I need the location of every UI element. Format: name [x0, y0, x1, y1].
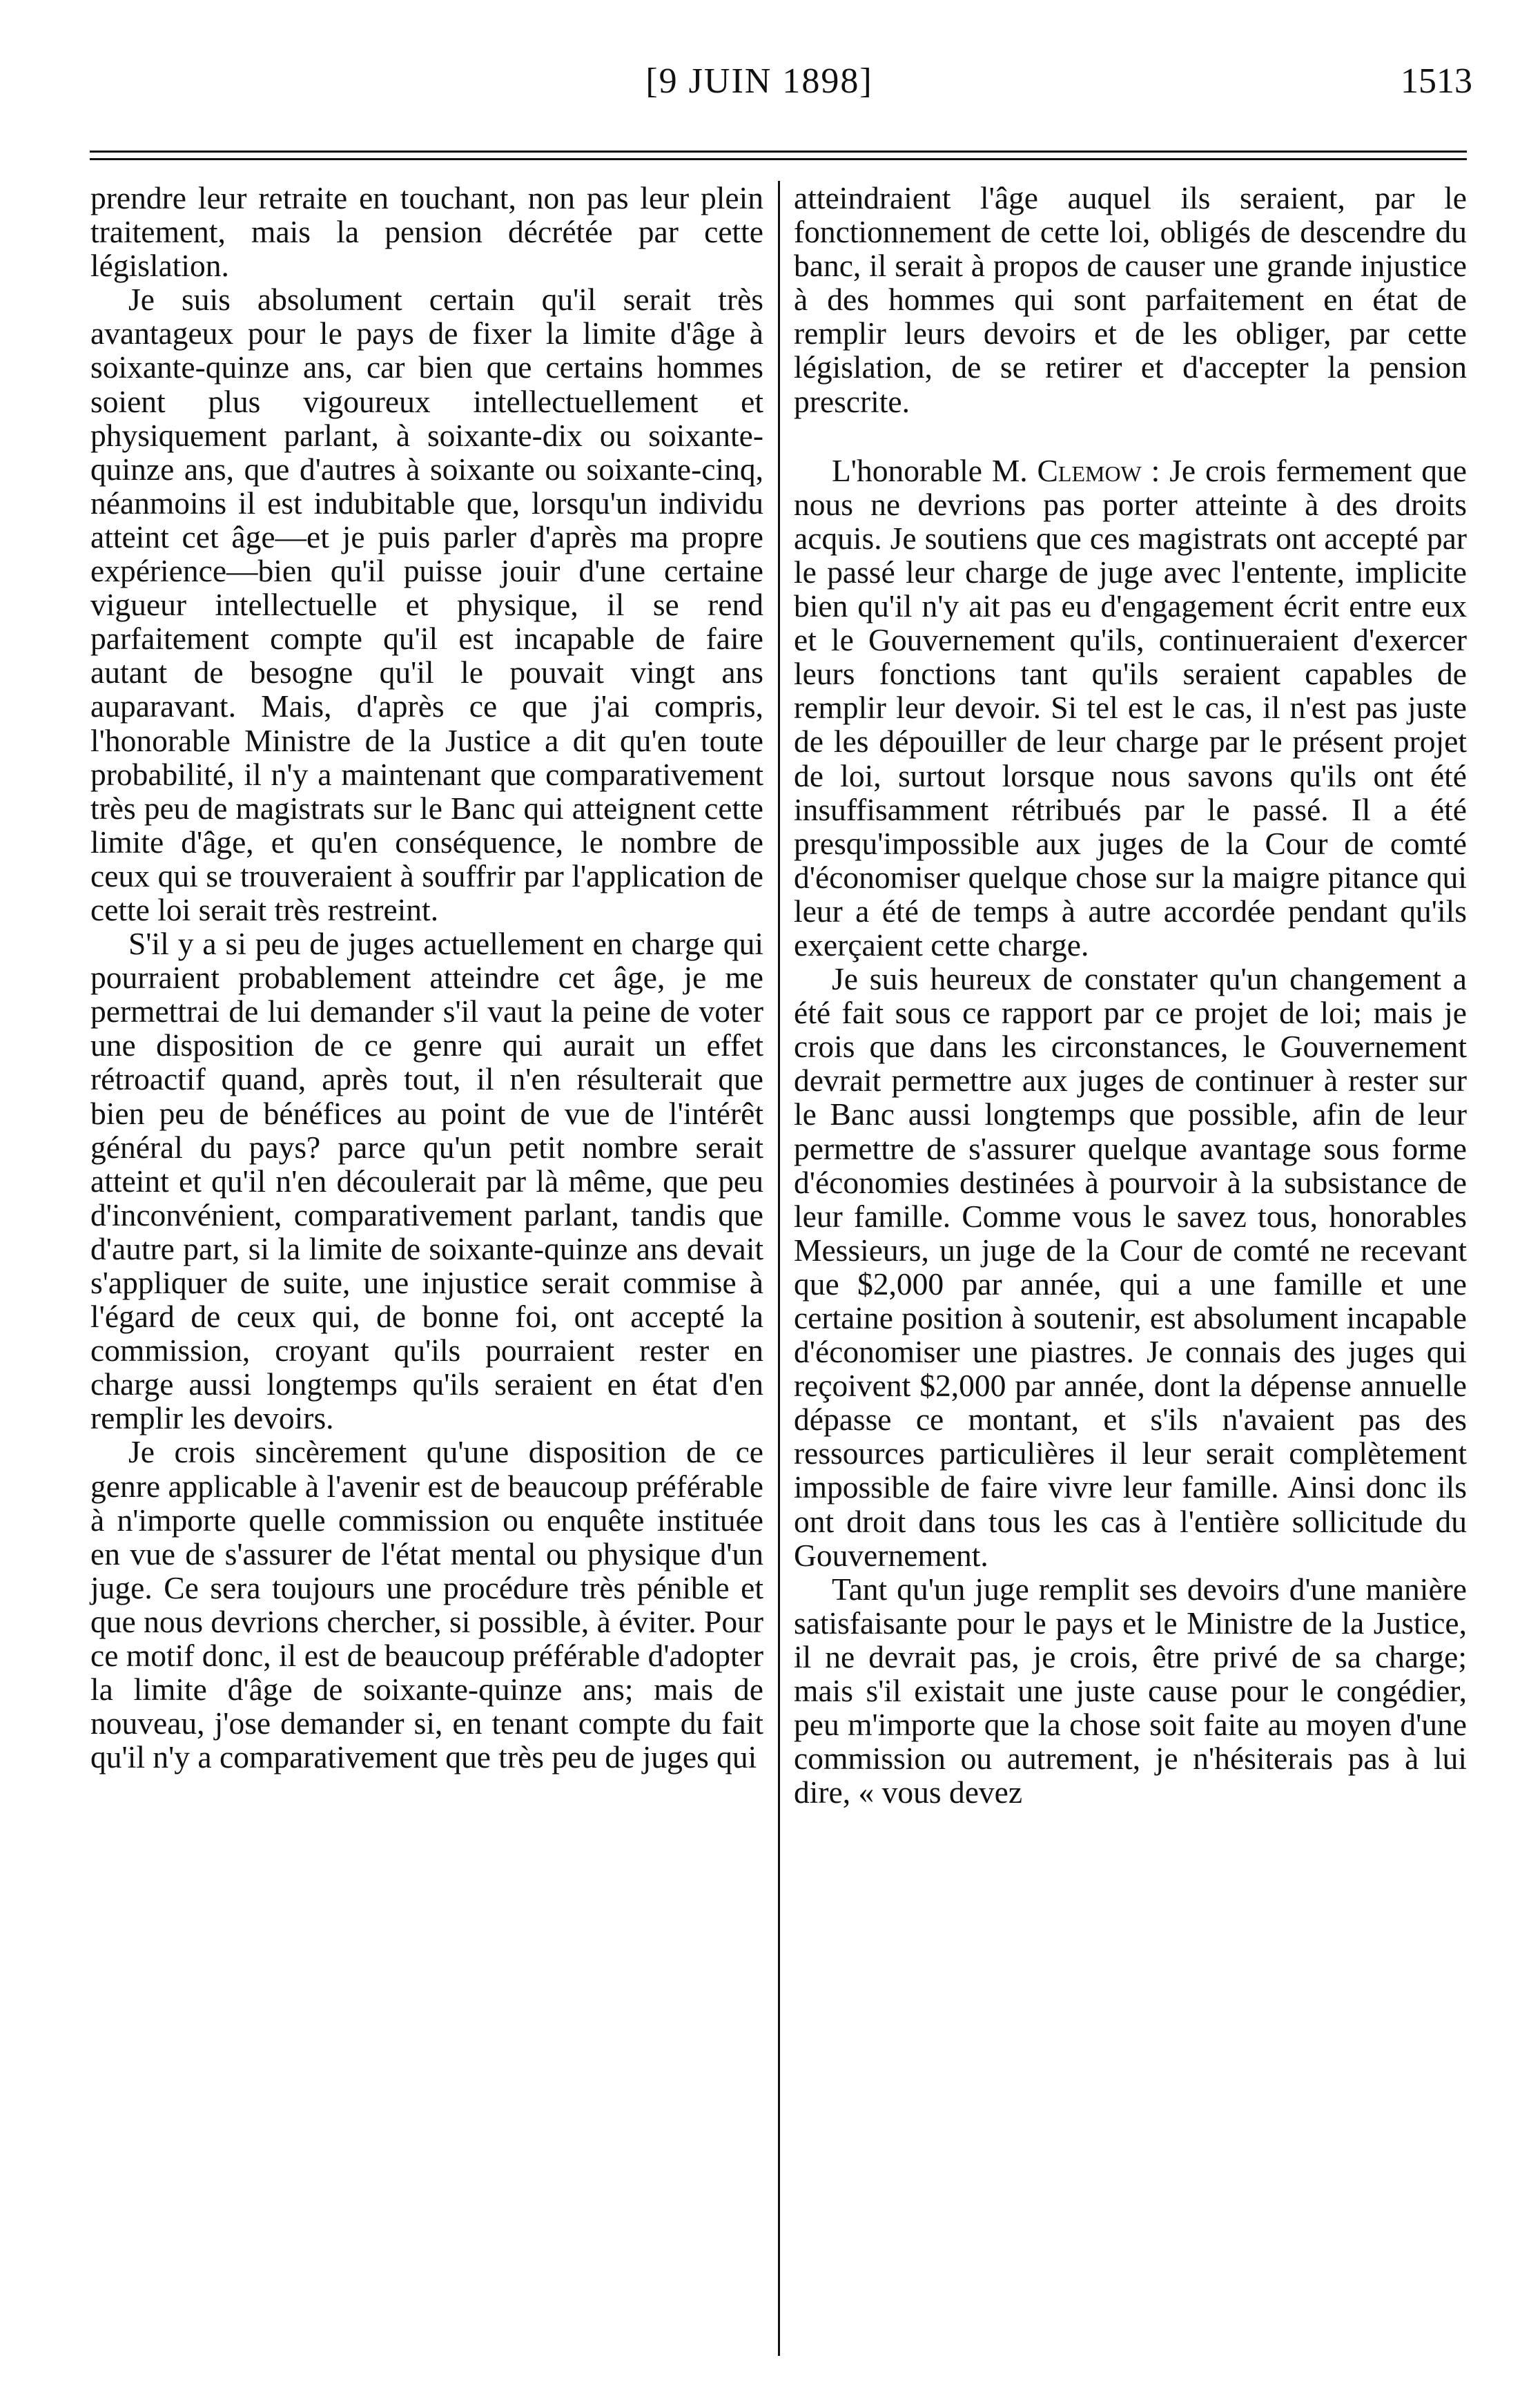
column-divider [778, 181, 780, 2356]
left-paragraph: Je crois sincèrement qu'une disposition de ce genre applicable à l'avenir est de beaucoup préférable à n'importe quelle commission ou enquête instituée en vue de s'assurer de l'état mental ou physique d'un juge. Ce sera toujours une procédure très pénible et que nous devrions chercher, si possible, à éviter. Pour ce motif donc, il est de beaucoup préférable d'adopter la limite d'âge de soixante-quinze ans; mais de nouveau, j'ose demander si, en tenant compte du fait qu'il n'y a comparativement que très peu de juges qui [90, 1434, 763, 1775]
header-rule-bottom [90, 158, 1467, 160]
left-paragraph: Je suis absolument certain qu'il serait très avantageux pour le pays de fixer la limite d'âge à soixante-quinze ans, car bien que certains hommes soient plus vigoureux intellectuellement et physiquement parlant, à soixante-dix ou soixante-quinze ans, que d'autres à soixante ou soixante-cinq, néanmoins il est indubitable que, lorsqu'un individu atteint cet âge—et je puis parler d'après ma propre expérience—bien qu'il puisse jouir d'une certaine vigueur intellectuelle et physique, il se rend parfaitement compte qu'il est incapable de faire autant de besogne qu'il le pouvait vingt ans auparavant. Mais, d'après ce que j'ai compris, l'honorable Ministre de la Justice a dit qu'en toute probabilité, il n'y a maintenant que comparativement très peu de magistrats sur le Banc qui atteignent cette limite d'âge, et qu'en conséquence, le nombre de ceux qui se trouveraient à souffrir par l'application de cette loi serait très restreint. [90, 282, 763, 927]
speaker-prefix: L'honorable M. [832, 452, 1037, 488]
right-column [794, 181, 1467, 1809]
speaker-name: Clemow [1037, 452, 1142, 488]
right-paragraph: Tant qu'un juge remplit ses devoirs d'une manière satisfaisante pour le pays et le Ministre de la Justice, il ne devrait pas, je crois, être privé de sa charge; mais s'il existait une juste cause pour le congédier, peu m'importe que la chose soit faite au moyen d'une commission ou autrement, je n'hésiterais pas à lui dire, « vous devez [794, 1571, 1467, 1810]
right-paragraph: Je suis heureux de constater qu'un changement a été fait sous ce rapport par ce projet de loi; mais je crois que dans les circonstances, le Gouvernement devrait permettre aux juges de continuer à rester sur le Banc aussi longtemps que possible, afin de leur permettre de s'assurer quelque avantage sous forme d'économies destinées à pourvoir à la subsistance de leur famille. Comme vous le savez tous, honorables Messieurs, un juge de la Cour de comté ne recevant que $2,000 par année, qui a une famille et une certaine position à soutenir, est absolument incapable d'économiser une piastres. Je connais des juges qui reçoivent $2,000 par année, dont la dépense annuelle dépasse ce montant, et s'ils n'avaient pas des ressources particulières il leur serait complètement impossible de faire vivre leur famille. Ainsi donc ils ont droit dans tous les cas à l'entière sollicitude du Gouvernement. [794, 961, 1467, 1573]
header-rule-top [90, 151, 1467, 153]
right-paragraph-continuation: atteindraient l'âge auquel ils seraient, par le fonctionnement de cette loi, obligés de descendre du banc, il serait à propos de causer une grande injustice à des hommes qui sont parfaitement en état de remplir leurs devoirs et de les obliger, par cette législation, de se retirer et d'accepter la pension prescrite. [794, 180, 1467, 419]
speech-text: : Je crois fermement que nous ne devrions pas porter atteinte à des droits acquis. Je soutiens que ces magistrats ont accepté par le passé leur charge de juge avec l'entente, implicite bien qu'il n'y ait pas eu d'engagement écrit entre eux et le Gouvernement qu'ils, continueraient d'exercer leurs fonctions tant qu'ils seraient capables de remplir leur devoir. Si tel est le cas, il n'est pas juste de les dépouiller de leur charge par le présent projet de loi, surtout lorsque nous savons qu'ils ont été insuffisamment rétribués par le passé. Il a été presqu'impossible aux juges de la Cour de comté d'économiser quelque chose sur la maigre pitance qui leur a été de temps à autre accordée pendant qu'ils exerçaient cette charge. [794, 452, 1467, 963]
speech-clemow [794, 454, 1467, 962]
left-column [90, 181, 763, 1774]
left-paragraph-continuation: prendre leur retraite en touchant, non pas leur plein traitement, mais la pension décrétée par cette législation. [90, 180, 763, 284]
header-date: [9 JUIN 1898] [645, 61, 873, 101]
left-paragraph: S'il y a si peu de juges actuellement en charge qui pourraient probablement atteindre cet âge, je me permettrai de lui demander s'il vaut la peine de voter une disposition de ce genre qui aurait un effet rétroactif quand, après tout, il n'en résulterait que bien peu de bénéfices au point de vue de l'intérêt général du pays? parce qu'un petit nombre serait atteint et qu'il n'en découlerait par là même, que peu d'inconvénient, comparativement parlant, tandis que d'autre part, si la limite de soixante-quinze ans devait s'appliquer de suite, une injustice serait commise à l'égard de ceux qui, de bonne foi, ont accepté la commission, croyant qu'ils pourraient rester en charge aussi longtemps qu'ils seraient en état d'en remplir les devoirs. [90, 926, 763, 1436]
page-number: 1513 [1401, 61, 1472, 101]
